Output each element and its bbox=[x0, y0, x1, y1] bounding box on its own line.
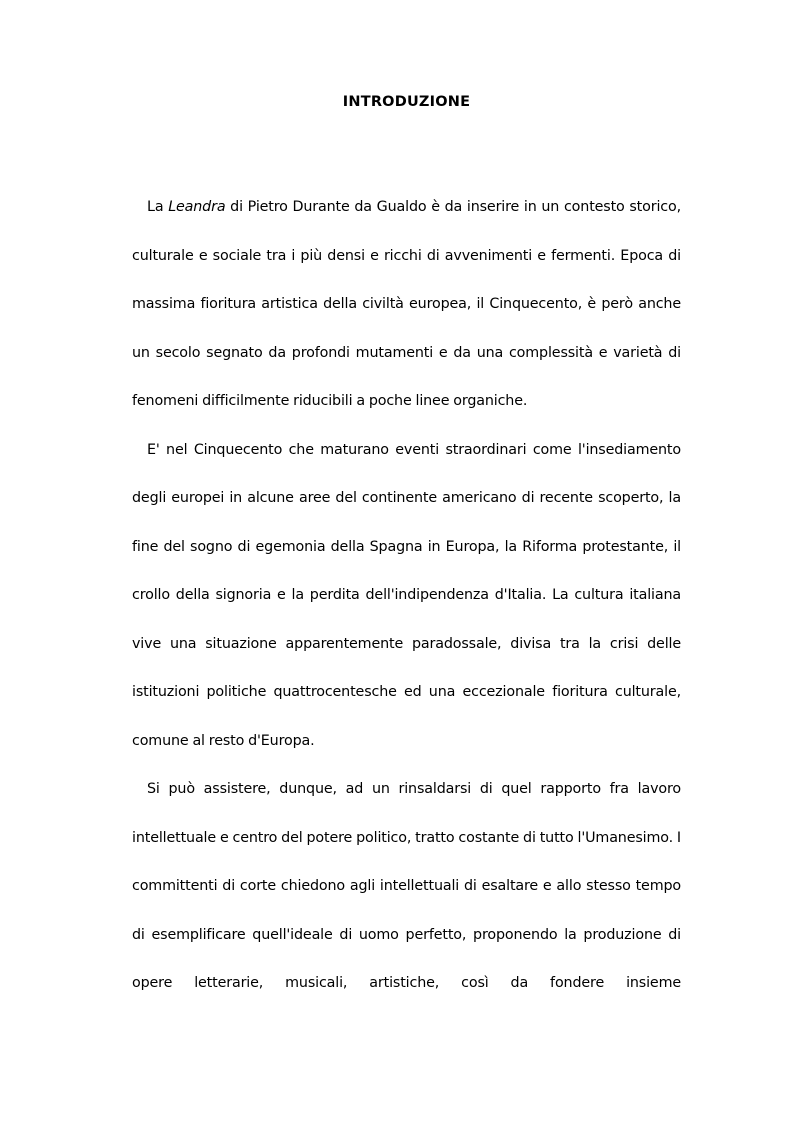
page-title: INTRODUZIONE bbox=[342, 94, 471, 110]
body-text bbox=[132, 183, 681, 1008]
work-title-italic: Leandra bbox=[168, 199, 226, 215]
paragraph-3: Si può assistere, dunque, ad un rinsaldarsi di quel rapporto fra lavoro intellettuale e centro del potere politico, tratto costante di tutto l'Umanesimo. I committenti di corte chiedono agli intellettuali di esaltare e allo stesso tempo di esemplificare quell'ideale di uomo perfetto, proponendo la produzione di opere letterarie, musicali, artistiche, così da fondere insieme bbox=[132, 781, 681, 991]
paragraph-2: E' nel Cinquecento che maturano eventi straordinari come l'insediamento degli europei in alcune aree del continente americano di recente scoperto, la fine del sogno di egemonia della Spagna in Europa, la Riforma protestante, il crollo della signoria e la perdita dell'indipendenza d'Italia. La cultura italiana vive una situazione apparentemente paradossale, divisa tra la crisi delle istituzioni politiche quattrocentesche ed una eccezionale fioritura culturale, comune al resto d'Europa. bbox=[132, 441, 681, 749]
paragraph-1-lead: La bbox=[147, 199, 169, 215]
paragraph-1 bbox=[132, 183, 681, 426]
paragraph-1-text: di Pietro Durante da Gualdo è da inserire in un contesto storico, culturale e sociale tra i più densi e ricchi di avvenimenti e fermenti. Epoca di massima fioritura artistica della civiltà europea, il Cinquecento, è però anche un secolo segnato da profondi mutamenti e da una complessità e varietà di fenomeni difficilmente riducibili a poche linee organiche. bbox=[132, 199, 681, 409]
